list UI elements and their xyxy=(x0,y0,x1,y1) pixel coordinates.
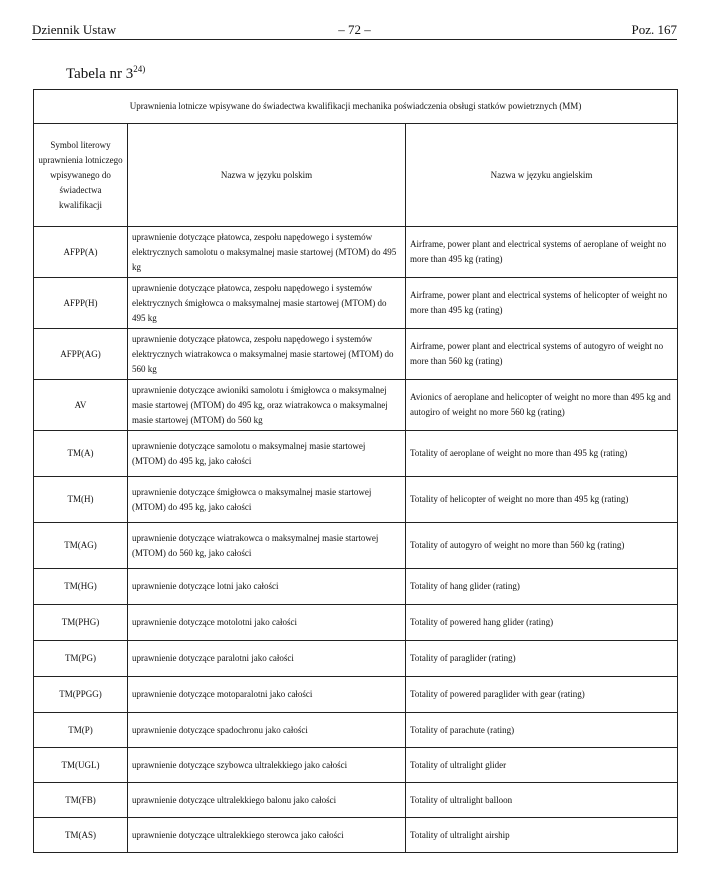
table-row xyxy=(34,523,678,569)
table-row xyxy=(34,569,678,605)
rating-name-english: Totality of powered paraglider with gear (rating) xyxy=(406,677,678,713)
rating-symbol: TM(FB) xyxy=(34,783,128,818)
rating-name-polish: uprawnienie dotyczące płatowca, zespołu napędowego i systemów elektrycznych wiatrakowca o maksymalnej masie startowej (MTOM) do 560 kg xyxy=(128,329,406,380)
rating-symbol: TM(P) xyxy=(34,713,128,748)
rating-symbol: AFPP(AG) xyxy=(34,329,128,380)
rating-symbol: AFPP(H) xyxy=(34,278,128,329)
rating-name-english: Totality of autogyro of weight no more than 560 kg (rating) xyxy=(406,523,678,569)
rating-symbol: TM(PPGG) xyxy=(34,677,128,713)
rating-symbol: TM(PHG) xyxy=(34,605,128,641)
rating-symbol: TM(HG) xyxy=(34,569,128,605)
rating-name-polish: uprawnienie dotyczące paralotni jako całości xyxy=(128,641,406,677)
rating-name-english: Totality of ultralight balloon xyxy=(406,783,678,818)
table-row xyxy=(34,380,678,431)
table-row xyxy=(34,677,678,713)
rating-name-polish: uprawnienie dotyczące motoparalotni jako całości xyxy=(128,677,406,713)
ratings-table xyxy=(33,89,678,853)
position-number: Poz. 167 xyxy=(631,22,677,37)
rating-symbol: TM(H) xyxy=(34,477,128,523)
rating-name-english: Airframe, power plant and electrical systems of autogyro of weight no more than 560 kg (rating) xyxy=(406,329,678,380)
table-caption: Uprawnienia lotnicze wpisywane do świadectwa kwalifikacji mechanika poświadczenia obsługi statków powietrznych (MM) xyxy=(34,90,678,124)
table-row xyxy=(34,605,678,641)
table-title xyxy=(66,59,145,84)
page-header xyxy=(32,21,677,40)
rating-name-english: Totality of parachute (rating) xyxy=(406,713,678,748)
rating-symbol: TM(UGL) xyxy=(34,748,128,783)
table-title-text: Tabela nr 3 xyxy=(66,66,134,82)
rating-name-english: Totality of ultralight glider xyxy=(406,748,678,783)
table-row xyxy=(34,278,678,329)
table-row xyxy=(34,329,678,380)
page-number: – 72 – xyxy=(338,22,371,37)
table-row xyxy=(34,783,678,818)
rating-name-english: Avionics of aeroplane and helicopter of weight no more than 495 kg and autogiro of weight no more 560 kg (rating) xyxy=(406,380,678,431)
rating-name-polish: uprawnienie dotyczące spadochronu jako całości xyxy=(128,713,406,748)
rating-name-polish: uprawnienie dotyczące awioniki samolotu i śmigłowca o maksymalnej masie startowej (MTOM) do 495 kg, oraz wiatrakowca o maksymalnej masie startowej (MTOM) do 560 kg xyxy=(128,380,406,431)
table-row xyxy=(34,818,678,853)
rating-name-polish: uprawnienie dotyczące samolotu o maksymalnej masie startowej (MTOM) do 495 kg, jako całości xyxy=(128,431,406,477)
rating-name-english: Totality of paraglider (rating) xyxy=(406,641,678,677)
rating-symbol: TM(AG) xyxy=(34,523,128,569)
table-header-row xyxy=(34,124,678,227)
rating-name-polish: uprawnienie dotyczące lotni jako całości xyxy=(128,569,406,605)
rating-name-english: Totality of powered hang glider (rating) xyxy=(406,605,678,641)
table-row xyxy=(34,431,678,477)
rating-name-polish: uprawnienie dotyczące płatowca, zespołu napędowego i systemów elektrycznych śmigłowca o maksymalnej masie startowej (MTOM) do 495 kg xyxy=(128,278,406,329)
rating-name-polish: uprawnienie dotyczące wiatrakowca o maksymalnej masie startowej (MTOM) do 560 kg, jako całości xyxy=(128,523,406,569)
column-header-english: Nazwa w języku angielskim xyxy=(406,124,678,227)
rating-symbol: TM(AS) xyxy=(34,818,128,853)
journal-name: Dziennik Ustaw xyxy=(32,22,117,37)
table-row xyxy=(34,227,678,278)
rating-name-english: Totality of ultralight airship xyxy=(406,818,678,853)
column-header-polish: Nazwa w języku polskim xyxy=(128,124,406,227)
rating-symbol: AV xyxy=(34,380,128,431)
table-row xyxy=(34,477,678,523)
table-row xyxy=(34,748,678,783)
rating-name-english: Totality of hang glider (rating) xyxy=(406,569,678,605)
rating-name-polish: uprawnienie dotyczące płatowca, zespołu napędowego i systemów elektrycznych samolotu o maksymalnej masie startowej (MTOM) do 495 kg xyxy=(128,227,406,278)
table-row xyxy=(34,641,678,677)
rating-name-polish: uprawnienie dotyczące ultralekkiego balonu jako całości xyxy=(128,783,406,818)
footnote-marker: 24) xyxy=(133,64,146,74)
rating-symbol: TM(A) xyxy=(34,431,128,477)
column-header-symbol: Symbol literowy uprawnienia lotniczego wpisywanego do świadectwa kwalifikacji xyxy=(34,124,128,227)
rating-symbol: AFPP(A) xyxy=(34,227,128,278)
rating-name-polish: uprawnienie dotyczące szybowca ultralekkiego jako całości xyxy=(128,748,406,783)
rating-name-polish: uprawnienie dotyczące ultralekkiego sterowca jako całości xyxy=(128,818,406,853)
rating-name-english: Totality of helicopter of weight no more than 495 kg (rating) xyxy=(406,477,678,523)
rating-name-english: Airframe, power plant and electrical systems of aeroplane of weight no more than 495 kg (rating) xyxy=(406,227,678,278)
rating-name-english: Airframe, power plant and electrical systems of helicopter of weight no more than 495 kg (rating) xyxy=(406,278,678,329)
rating-name-english: Totality of aeroplane of weight no more than 495 kg (rating) xyxy=(406,431,678,477)
rating-symbol: TM(PG) xyxy=(34,641,128,677)
rating-name-polish: uprawnienie dotyczące śmigłowca o maksymalnej masie startowej (MTOM) do 495 kg, jako całości xyxy=(128,477,406,523)
rating-name-polish: uprawnienie dotyczące motolotni jako całości xyxy=(128,605,406,641)
table-row xyxy=(34,713,678,748)
